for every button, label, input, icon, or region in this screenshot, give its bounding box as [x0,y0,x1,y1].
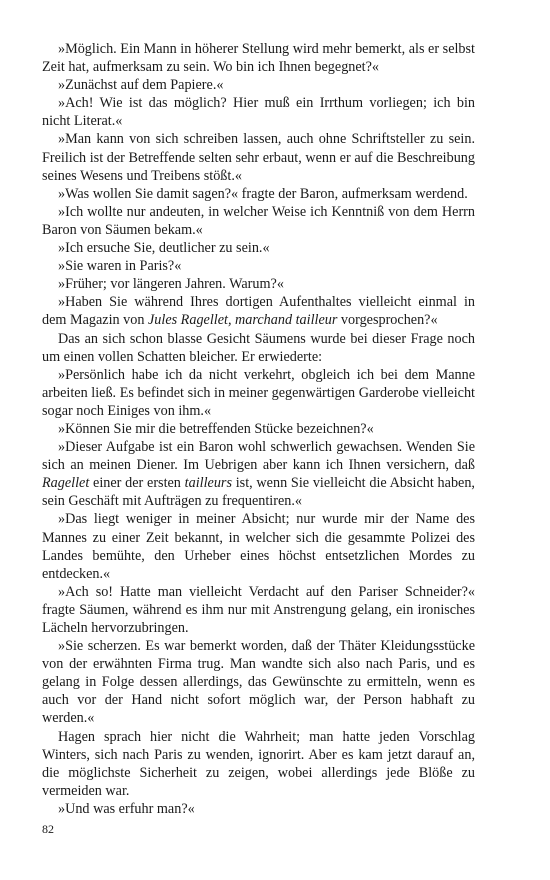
paragraph [42,800,475,818]
italic-text: Ragellet [42,475,90,492]
paragraph [42,40,475,76]
paragraph [42,728,475,800]
paragraph [42,203,475,239]
text-segment: »Und was erfuhr man?« [58,800,195,817]
text-segment: »Persönlich habe ich da nicht verkehrt, obgleich ich bei dem Manne arbeiten ließ. Es befindet sich in meiner gegenwärtigen Garderobe vielleicht sogar noch Einiges von ihm.« [42,366,475,419]
paragraph [42,438,475,510]
paragraph [42,94,475,130]
paragraph [42,637,475,727]
paragraph [42,293,475,329]
text-segment: »Früher; vor längeren Jahren. Warum?« [58,276,284,293]
page-number: 82 [42,822,54,836]
paragraph [42,330,475,366]
text-segment: »Möglich. Ein Mann in höherer Stellung wird mehr bemerkt, als er selbst Zeit hat, aufmerksam zu sein. Wo bin ich Ihnen begegnet?« [42,41,475,76]
paragraph [42,185,475,203]
paragraph [42,275,475,293]
paragraph [42,76,475,94]
text-segment: »Zunächst auf dem Papiere.« [58,77,224,94]
book-page-text [42,40,475,818]
text-segment: »Was wollen Sie damit sagen?« fragte der Baron, aufmerksam werdend. [58,185,468,202]
text-segment: »Können Sie mir die betreffenden Stücke bezeichnen?« [58,420,374,437]
paragraph [42,510,475,582]
text-segment: »Ich ersuche Sie, deutlicher zu sein.« [58,240,270,257]
paragraph [42,130,475,184]
text-segment: einer der ersten [89,475,185,492]
text-segment: »Man kann von sich schreiben lassen, auch ohne Schriftsteller zu sein. Freilich ist der Betreffende selten sehr erbaut, wenn er auf die Beschreibung seines Wesens und Treibens stößt.« [42,131,475,184]
paragraph [42,366,475,420]
text-segment: »Dieser Aufgabe ist ein Baron wohl schwerlich gewachsen. Wenden Sie sich an meinen Diener. Im Uebrigen aber kann ich Ihnen versichern, daß [42,439,475,474]
text-segment: vorgesprochen?« [337,312,438,329]
text-segment: »Ich wollte nur andeuten, in welcher Weise ich Kenntniß von dem Herrn Baron von Säumen bekam.« [42,203,475,238]
text-segment: »Ach! Wie ist das möglich? Hier muß ein Irrthum vorliegen; ich bin nicht Literat.« [42,95,475,130]
text-segment: Hagen sprach hier nicht die Wahrheit; man hatte jeden Vorschlag Winters, sich nach Paris zu wenden, ignorirt. Aber es kam jetzt darauf an, die möglichste Sicherheit zu zeigen, wobei allerdings jede Blöße zu vermeiden war. [42,728,475,799]
paragraph [42,257,475,275]
text-segment: »Das liegt weniger in meiner Absicht; nur wurde mir der Name des Mannes zu einer Zeit bekannt, in welcher sich die gesammte Polizei des Landes bemühte, den Urheber eines höchst entsetzlichen Mordes zu entdecken.« [42,511,475,582]
text-segment: »Sie waren in Paris?« [58,258,182,275]
italic-text: tailleurs [184,475,232,492]
text-segment: »Ach so! Hatte man vielleicht Verdacht auf den Pariser Schneider?« fragte Säumen, während es ihm nur mit Anstrengung gelang, ein ironisches Lächeln hervorzubringen. [42,583,475,636]
text-segment: Das an sich schon blasse Gesicht Säumens wurde bei dieser Frage noch um einen vollen Schatten bleicher. Er erwiederte: [42,330,475,365]
paragraph [42,420,475,438]
text-segment: »Sie scherzen. Es war bemerkt worden, daß der Thäter Kleidungsstücke von der erwähnten Firma trug. Man wandte sich also nach Paris, und es gelang in Folge dessen allerdings, das Gewünschte zu ermitteln, wenn es auch vor der Hand nicht sofort möglich war, der Person habhaft zu werden.« [42,638,475,727]
paragraph [42,583,475,637]
text-segment: »Haben Sie während Ihres dortigen Aufenthaltes vielleicht einmal in dem Magazin von [42,294,475,329]
paragraph [42,239,475,257]
italic-text: Jules Ragellet, marchand tailleur [147,312,338,329]
text-segment: ist, wenn Sie vielleicht die Absicht haben, sein Geschäft mit Aufträgen zu frequentiren.« [42,475,475,510]
